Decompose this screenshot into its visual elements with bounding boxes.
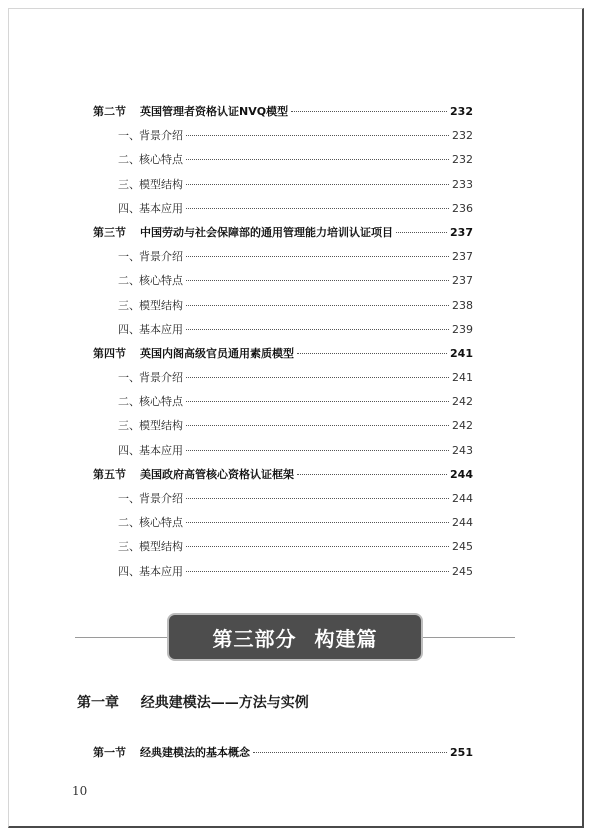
toc-entry-page: 237 <box>452 274 473 288</box>
dot-leader <box>396 231 447 233</box>
toc-entry-page: 239 <box>452 322 473 336</box>
toc-entry-number: 一、 <box>118 250 140 264</box>
toc-entry-number: 第三节 <box>93 225 126 239</box>
toc-entry-title: 核心特点 <box>139 395 183 409</box>
toc-entry-number: 第一节 <box>93 746 126 759</box>
toc-entry-page: 244 <box>452 492 473 505</box>
toc-entry-page: 245 <box>452 564 473 578</box>
toc-entry-number: 第五节 <box>93 467 126 481</box>
toc-entry-page: 237 <box>452 250 473 264</box>
toc-entry-page: 241 <box>450 346 473 360</box>
dot-leader <box>186 328 449 330</box>
toc-entry-title: 模型结构 <box>139 419 183 433</box>
toc-entry-title: 英国管理者资格认证NVQ模型 <box>140 105 289 118</box>
toc-entry-number: 二、 <box>118 274 140 288</box>
dot-leader <box>186 207 449 209</box>
toc-entry-title: 美国政府高管核心资格认证框架 <box>140 467 294 481</box>
toc-entry-number: 三、 <box>118 298 140 312</box>
toc-section-entry[interactable] <box>93 100 473 124</box>
toc-section-entry[interactable] <box>93 221 473 245</box>
toc-subsection-entry[interactable] <box>93 124 473 148</box>
toc-entry-page: 251 <box>450 746 473 759</box>
toc-entry-title: 背景介绍 <box>139 250 183 264</box>
dot-leader <box>186 183 449 185</box>
toc-entry-page: 237 <box>450 225 473 239</box>
dot-leader <box>297 352 447 354</box>
chapter-title: 经典建模法——方法与实例 <box>140 695 309 711</box>
toc-entry-page: 233 <box>452 177 473 191</box>
dot-leader <box>291 110 447 112</box>
dot-leader <box>186 376 449 378</box>
toc-entry-title: 基本应用 <box>139 322 183 336</box>
table-of-contents <box>93 100 473 584</box>
toc-entry-number: 一、 <box>118 492 140 505</box>
toc-entry-number: 四、 <box>118 443 140 457</box>
part-title: 构建篇 <box>314 626 378 651</box>
toc-entry-title: 模型结构 <box>139 177 183 191</box>
dot-leader <box>186 400 449 402</box>
toc-subsection-entry[interactable] <box>93 439 473 463</box>
toc-entry-number: 三、 <box>118 177 140 191</box>
toc-entry-title: 背景介绍 <box>139 129 183 143</box>
toc-entry-title: 背景介绍 <box>139 371 183 385</box>
part-heading <box>167 613 423 661</box>
toc-entry-number: 二、 <box>118 516 140 530</box>
toc-subsection-entry[interactable] <box>93 245 473 269</box>
toc-subsection-entry[interactable] <box>93 197 473 221</box>
toc-subsection-entry[interactable] <box>93 390 473 414</box>
toc-entry-number: 四、 <box>118 201 140 215</box>
toc-subsection-entry[interactable] <box>93 173 473 197</box>
dot-leader <box>186 255 449 257</box>
toc-section-entry[interactable] <box>93 342 473 366</box>
part-banner <box>75 613 515 661</box>
dot-leader <box>186 497 449 499</box>
toc-entry-page: 232 <box>450 105 473 118</box>
toc-entry-page: 244 <box>450 467 473 481</box>
toc-entry-title: 模型结构 <box>139 298 183 312</box>
toc-entry-title: 基本应用 <box>139 443 183 457</box>
toc-entry-page: 244 <box>452 516 473 530</box>
toc-subsection-entry[interactable] <box>93 318 473 342</box>
toc-subsection-entry[interactable] <box>93 366 473 390</box>
dot-leader <box>186 279 449 281</box>
toc-entry-number: 四、 <box>118 322 140 336</box>
dot-leader <box>186 424 449 426</box>
toc-entry-title: 核心特点 <box>139 274 183 288</box>
toc-entry-title: 经典建模法的基本概念 <box>140 746 250 759</box>
toc-entry-number: 四、 <box>118 564 140 578</box>
toc-entry-number: 二、 <box>118 395 140 409</box>
toc-entry-page: 243 <box>452 443 473 457</box>
chapter-number: 第一章 <box>77 695 119 711</box>
toc-entry-page: 242 <box>452 419 473 433</box>
toc-entry-number: 三、 <box>118 540 140 554</box>
dot-leader <box>186 158 449 160</box>
toc-subsection-entry[interactable] <box>93 414 473 438</box>
toc-subsection-entry[interactable] <box>93 511 473 535</box>
page-number: 10 <box>72 784 88 798</box>
dot-leader <box>186 545 449 547</box>
toc-entry-title: 核心特点 <box>139 516 183 530</box>
toc-entry-page: 245 <box>452 540 473 554</box>
toc-section-entry[interactable] <box>93 463 473 487</box>
toc-entry-number: 二、 <box>118 153 140 167</box>
toc-subsection-entry[interactable] <box>93 535 473 559</box>
toc-entry-number: 第二节 <box>93 105 126 118</box>
toc-subsection-entry[interactable] <box>93 487 473 511</box>
toc-entry-page: 236 <box>452 201 473 215</box>
toc-entry-number: 第四节 <box>93 346 126 360</box>
toc-subsection-entry[interactable] <box>93 560 473 584</box>
dot-leader <box>297 473 447 475</box>
toc-entry-number: 一、 <box>118 371 140 385</box>
toc-entry-page: 232 <box>452 129 473 143</box>
dot-leader <box>186 570 449 572</box>
toc-subsection-entry[interactable] <box>93 269 473 293</box>
dot-leader <box>186 304 449 306</box>
toc-entry-title: 基本应用 <box>139 201 183 215</box>
toc-entry-title: 英国内阁高级官员通用素质模型 <box>140 346 294 360</box>
toc-entry-title: 基本应用 <box>139 564 183 578</box>
part-label: 第三部分 <box>212 626 297 651</box>
toc-entry-page: 242 <box>452 395 473 409</box>
toc-entry-page: 241 <box>452 371 473 385</box>
dot-leader <box>186 449 449 451</box>
toc-entry-page: 238 <box>452 298 473 312</box>
part-rule-right <box>423 637 515 638</box>
part-rule-left <box>75 637 167 638</box>
toc-entry-number: 一、 <box>118 129 140 143</box>
dot-leader <box>186 521 449 523</box>
toc-entry-title: 核心特点 <box>139 153 183 167</box>
dot-leader <box>186 134 449 136</box>
table-of-contents-continued <box>93 741 473 765</box>
toc-entry-title: 中国劳动与社会保障部的通用管理能力培训认证项目 <box>140 225 393 239</box>
toc-entry-number: 三、 <box>118 419 140 433</box>
toc-entry-title: 背景介绍 <box>139 492 183 505</box>
toc-subsection-entry[interactable] <box>93 148 473 172</box>
dot-leader <box>253 751 447 753</box>
chapter-heading <box>77 692 309 712</box>
toc-subsection-entry[interactable] <box>93 294 473 318</box>
toc-section-entry[interactable] <box>93 741 473 765</box>
toc-entry-title: 模型结构 <box>139 540 183 554</box>
toc-entry-page: 232 <box>452 153 473 167</box>
